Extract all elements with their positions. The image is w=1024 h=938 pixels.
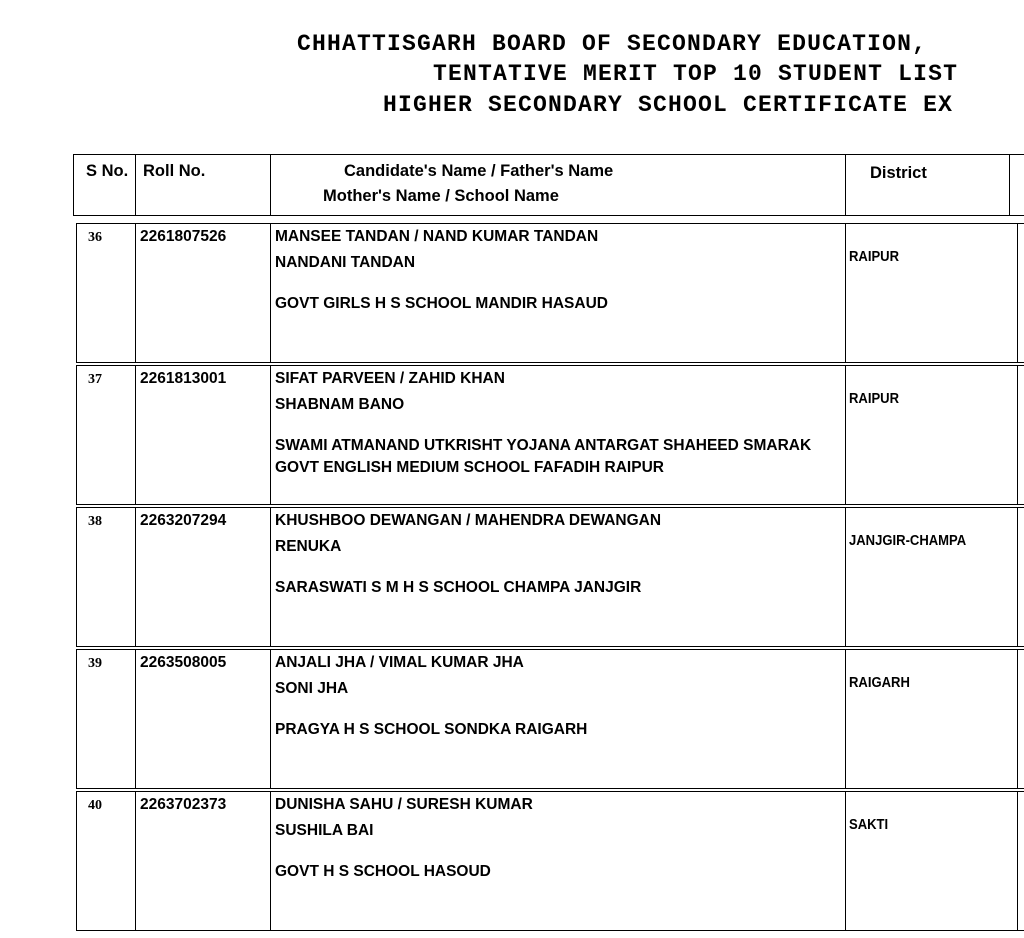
- exam-title: HIGHER SECONDARY SCHOOL CERTIFICATE EX: [383, 92, 954, 118]
- column-divider: [135, 650, 136, 788]
- board-title: CHHATTISGARH BOARD OF SECONDARY EDUCATION,: [297, 31, 928, 57]
- table-row: [76, 223, 1024, 363]
- merit-list-title: TENTATIVE MERIT TOP 10 STUDENT LIST: [433, 61, 959, 87]
- column-divider: [1017, 508, 1018, 646]
- candidate-father-name: DUNISHA SAHU / SURESH KUMAR: [275, 796, 533, 813]
- school-name: GOVT H S SCHOOL HASOUD: [275, 863, 491, 880]
- column-divider: [135, 155, 136, 215]
- serial-number: 37: [88, 372, 102, 387]
- column-divider: [270, 155, 271, 215]
- candidate-father-name: MANSEE TANDAN / NAND KUMAR TANDAN: [275, 228, 599, 245]
- column-header-sno: S No.: [86, 162, 129, 180]
- table-header: [73, 154, 1024, 216]
- district: SAKTI: [849, 817, 889, 833]
- column-divider: [135, 792, 136, 930]
- column-header-roll: Roll No.: [143, 162, 206, 180]
- district: RAIGARH: [849, 675, 910, 691]
- column-divider: [270, 224, 271, 362]
- school-name: PRAGYA H S SCHOOL SONDKA RAIGARH: [275, 721, 588, 738]
- table-row: [76, 649, 1024, 789]
- column-divider: [135, 366, 136, 504]
- district: RAIPUR: [849, 249, 900, 265]
- column-divider: [845, 650, 846, 788]
- school-name: SWAMI ATMANAND UTKRISHT YOJANA ANTARGAT SHAHEED SMARAK GOVT ENGLISH MEDIUM SCHOOL FAFADIH RAIPUR: [275, 437, 812, 476]
- column-header-candidate: Candidate's Name / Father's Name: [344, 162, 614, 180]
- candidate-father-name: KHUSHBOO DEWANGAN / MAHENDRA DEWANGAN: [275, 512, 662, 529]
- column-divider: [135, 508, 136, 646]
- column-divider: [1017, 650, 1018, 788]
- column-divider: [1017, 366, 1018, 504]
- column-divider: [845, 155, 846, 215]
- candidate-father-name: SIFAT PARVEEN / ZAHID KHAN: [275, 370, 505, 387]
- column-divider: [270, 508, 271, 646]
- column-divider: [270, 792, 271, 930]
- table-row: [76, 791, 1024, 931]
- roll-number: 2261813001: [140, 370, 227, 387]
- table-row: [76, 365, 1024, 505]
- mother-name: SONI JHA: [275, 680, 349, 697]
- column-divider: [845, 366, 846, 504]
- serial-number: 38: [88, 514, 102, 529]
- column-divider: [1017, 792, 1018, 930]
- column-header-district: District: [870, 164, 927, 182]
- school-name: SARASWATI S M H S SCHOOL CHAMPA JANJGIR: [275, 579, 642, 596]
- district: RAIPUR: [849, 391, 900, 407]
- table-row: [76, 507, 1024, 647]
- column-header-mother-school: Mother's Name / School Name: [323, 187, 559, 205]
- serial-number: 36: [88, 230, 102, 245]
- column-divider: [845, 224, 846, 362]
- mother-name: RENUKA: [275, 538, 342, 555]
- roll-number: 2263207294: [140, 512, 227, 529]
- serial-number: 40: [88, 798, 102, 813]
- serial-number: 39: [88, 656, 102, 671]
- school-name: GOVT GIRLS H S SCHOOL MANDIR HASAUD: [275, 295, 608, 312]
- mother-name: SUSHILA BAI: [275, 822, 374, 839]
- roll-number: 2263508005: [140, 654, 227, 671]
- roll-number: 2261807526: [140, 228, 227, 245]
- column-divider: [135, 224, 136, 362]
- district: JANJGIR-CHAMPA: [849, 533, 967, 549]
- mother-name: NANDANI TANDAN: [275, 254, 416, 271]
- column-divider: [1017, 224, 1018, 362]
- column-divider: [1009, 155, 1010, 215]
- column-divider: [270, 366, 271, 504]
- candidate-father-name: ANJALI JHA / VIMAL KUMAR JHA: [275, 654, 524, 671]
- column-divider: [270, 650, 271, 788]
- column-divider: [845, 508, 846, 646]
- column-divider: [845, 792, 846, 930]
- roll-number: 2263702373: [140, 796, 227, 813]
- mother-name: SHABNAM BANO: [275, 396, 405, 413]
